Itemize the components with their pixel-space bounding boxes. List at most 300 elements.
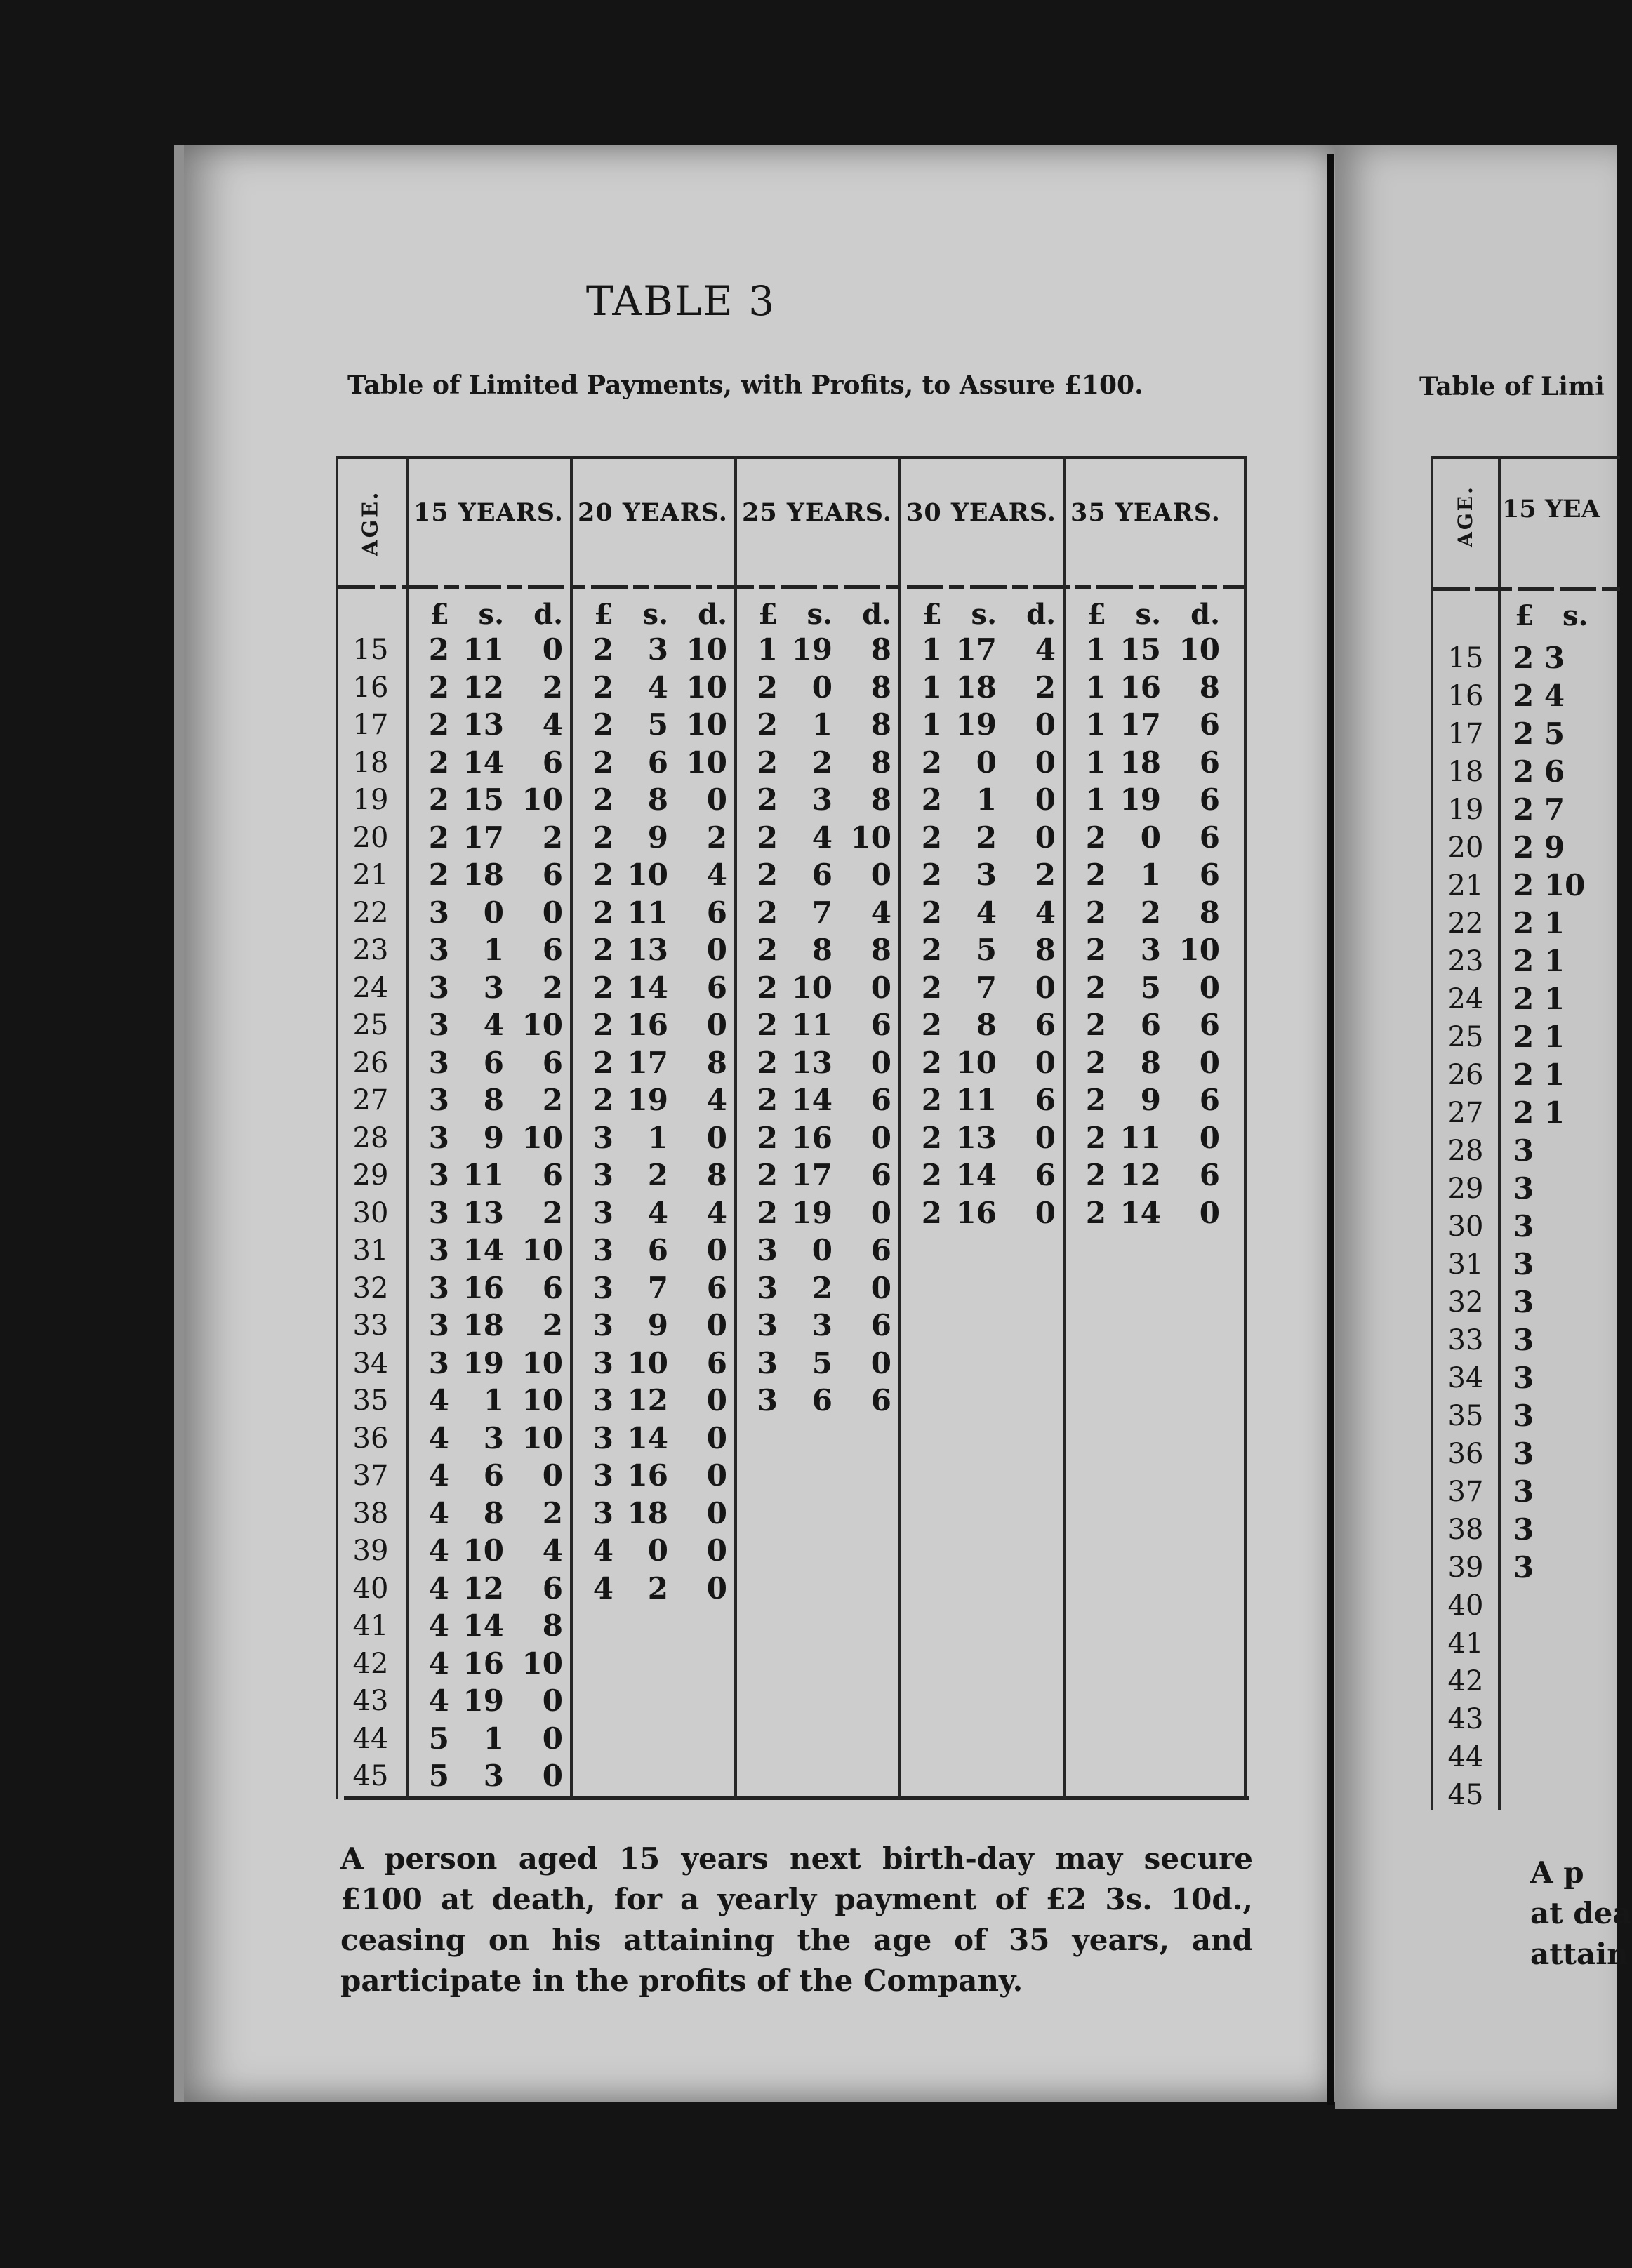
- age-cell: 15: [352, 634, 389, 666]
- age-header-label: AGE.: [358, 489, 383, 556]
- column-rule-5: [1063, 456, 1066, 1799]
- shillings-cell: 14: [627, 1420, 668, 1455]
- pence-cell: 0: [706, 1533, 727, 1568]
- right-age-cell: 21: [1447, 869, 1484, 902]
- pounds-cell: 2: [428, 820, 449, 855]
- pence-cell: 0: [1199, 970, 1220, 1005]
- pence-cell: 0: [870, 1195, 891, 1230]
- shillings-cell: 2: [1140, 895, 1161, 930]
- shillings-cell: 14: [463, 745, 504, 780]
- pounds-cell: 2: [1085, 1045, 1106, 1080]
- pence-cell: 0: [542, 895, 563, 930]
- shillings-cell: 14: [627, 970, 668, 1005]
- pounds-cell: 2: [1085, 933, 1106, 967]
- shillings-cell: 7: [976, 970, 997, 1005]
- right-age-cell: 23: [1447, 945, 1484, 978]
- unit-label: d.: [533, 598, 563, 631]
- shillings-cell: 10: [627, 1345, 668, 1380]
- age-cell: 37: [352, 1460, 389, 1492]
- pounds-cell: 4: [592, 1533, 613, 1568]
- shillings-cell: 7: [647, 1270, 668, 1305]
- shillings-cell: 7: [811, 895, 832, 930]
- right-age-header-label: AGE.: [1453, 484, 1477, 547]
- pounds-cell: 3: [757, 1345, 778, 1380]
- pence-cell: 2: [542, 1195, 563, 1230]
- right-age-cell: 34: [1447, 1362, 1484, 1394]
- pounds-cell: 3: [428, 1270, 449, 1305]
- pounds-cell: 2: [921, 1120, 942, 1155]
- shillings-cell: 8: [811, 933, 832, 967]
- shillings-cell: 13: [955, 1120, 997, 1155]
- unit-label: d.: [862, 598, 891, 631]
- pounds-cell: 2: [1085, 1120, 1106, 1155]
- right-age-cell: 24: [1447, 983, 1484, 1015]
- column-header-3: 25 YEARS.: [741, 498, 892, 527]
- right-partial-table: [1431, 456, 1620, 1810]
- pounds-cell: 3: [757, 1270, 778, 1305]
- right-partial-cell: 2 1: [1513, 1095, 1565, 1130]
- pence-cell: 6: [1199, 858, 1220, 892]
- right-partial-cell: 2 1: [1513, 906, 1565, 940]
- pounds-cell: 4: [428, 1420, 449, 1455]
- age-cell: 40: [352, 1572, 389, 1605]
- pounds-cell: 2: [592, 632, 613, 667]
- pounds-cell: 4: [428, 1608, 449, 1643]
- shillings-cell: 4: [483, 1008, 504, 1042]
- pence-cell: 6: [1199, 782, 1220, 817]
- shillings-cell: 18: [627, 1495, 668, 1530]
- shillings-cell: 9: [1140, 1083, 1161, 1117]
- pounds-cell: 2: [921, 1045, 942, 1080]
- shillings-cell: 5: [811, 1345, 832, 1380]
- pence-cell: 0: [1199, 1120, 1220, 1155]
- shillings-cell: 10: [463, 1533, 504, 1568]
- right-age-cell: 29: [1447, 1173, 1484, 1205]
- shillings-cell: 3: [647, 632, 668, 667]
- pence-cell: 0: [870, 1045, 891, 1080]
- shillings-cell: 1: [483, 1383, 504, 1418]
- pounds-cell: 2: [921, 895, 942, 930]
- shillings-cell: 8: [647, 782, 668, 817]
- shillings-cell: 14: [463, 1608, 504, 1643]
- shillings-cell: 15: [463, 782, 504, 817]
- shillings-cell: 19: [791, 632, 832, 667]
- pence-cell: 4: [706, 858, 727, 892]
- age-cell: 36: [352, 1422, 389, 1455]
- pence-cell: 6: [542, 1158, 563, 1192]
- pence-cell: 0: [870, 970, 891, 1005]
- pence-cell: 0: [870, 1270, 891, 1305]
- pounds-cell: 2: [921, 1158, 942, 1192]
- shillings-cell: 17: [627, 1045, 668, 1080]
- shillings-cell: 8: [1140, 1045, 1161, 1080]
- right-age-cell: 41: [1447, 1627, 1484, 1660]
- right-partial-cell: 2 10: [1513, 868, 1586, 902]
- pounds-cell: 4: [428, 1458, 449, 1493]
- column-rule-4: [898, 456, 901, 1799]
- pounds-cell: 3: [428, 1045, 449, 1080]
- pence-cell: 8: [870, 632, 891, 667]
- shillings-cell: 3: [811, 1308, 832, 1342]
- pence-cell: 8: [1035, 933, 1056, 967]
- pence-cell: 0: [706, 1008, 727, 1042]
- pence-cell: 10: [522, 1646, 563, 1681]
- pounds-cell: 3: [592, 1383, 613, 1418]
- column-header-2: 20 YEARS.: [577, 498, 728, 527]
- shillings-cell: 2: [647, 1570, 668, 1606]
- pence-cell: 6: [1199, 820, 1220, 855]
- pence-cell: 6: [706, 1270, 727, 1305]
- pence-cell: 0: [1035, 820, 1056, 855]
- pounds-cell: 2: [592, 669, 613, 705]
- pounds-cell: 2: [757, 1008, 778, 1042]
- pounds-cell: 2: [757, 1083, 778, 1117]
- shillings-cell: 13: [463, 707, 504, 742]
- pounds-cell: 2: [1085, 1158, 1106, 1192]
- right-age-cell: 28: [1447, 1135, 1484, 1167]
- shillings-cell: 10: [627, 858, 668, 892]
- shillings-cell: 18: [463, 1308, 504, 1342]
- shillings-cell: 1: [811, 707, 832, 742]
- shillings-cell: 12: [1120, 1158, 1161, 1192]
- right-column-rule-1: [1498, 456, 1501, 1810]
- pence-cell: 10: [850, 820, 891, 855]
- shillings-cell: 1: [976, 782, 997, 817]
- shillings-cell: 14: [463, 1233, 504, 1267]
- pounds-cell: 2: [592, 1008, 613, 1042]
- pence-cell: 10: [522, 782, 563, 817]
- pounds-cell: 1: [1085, 782, 1106, 817]
- pence-cell: 2: [542, 1083, 563, 1117]
- pence-cell: 2: [1035, 858, 1056, 892]
- age-cell: 21: [352, 859, 389, 891]
- shillings-cell: 1: [483, 933, 504, 967]
- right-partial-cell: 2 1: [1513, 1058, 1565, 1092]
- pounds-cell: 3: [592, 1233, 613, 1267]
- pence-cell: 2: [1035, 669, 1056, 705]
- right-age-cell: 42: [1447, 1665, 1484, 1697]
- right-age-cell: 39: [1447, 1552, 1484, 1584]
- right-partial-cell: 3: [1513, 1399, 1534, 1433]
- pounds-cell: 2: [757, 970, 778, 1005]
- unit-label: s.: [807, 598, 832, 631]
- pence-cell: 10: [1179, 632, 1220, 667]
- unit-label: s.: [1135, 598, 1161, 631]
- pence-cell: 4: [706, 1195, 727, 1230]
- age-cell: 27: [352, 1084, 389, 1116]
- shillings-cell: 0: [1140, 820, 1161, 855]
- right-unit-label: s.: [1563, 599, 1588, 632]
- pounds-cell: 2: [1085, 970, 1106, 1005]
- shillings-cell: 1: [1140, 858, 1161, 892]
- pounds-cell: 3: [592, 1158, 613, 1192]
- right-partial-cell: 2 3: [1513, 641, 1565, 675]
- shillings-cell: 18: [463, 858, 504, 892]
- right-partial-cell: 2 5: [1513, 716, 1565, 751]
- shillings-cell: 0: [976, 745, 997, 780]
- right-age-cell: 32: [1447, 1286, 1484, 1319]
- pence-cell: 10: [522, 1233, 563, 1267]
- right-partial-cell: 2 1: [1513, 982, 1565, 1016]
- pounds-cell: 2: [1085, 820, 1106, 855]
- pence-cell: 0: [706, 1458, 727, 1493]
- pence-cell: 4: [1035, 632, 1056, 667]
- page-title: TABLE 3: [585, 277, 776, 325]
- limited-payments-table: [336, 456, 1247, 1799]
- shillings-cell: 0: [647, 1533, 668, 1568]
- pence-cell: 6: [870, 1008, 891, 1042]
- right-page-subtitle: Table of Limi: [1419, 372, 1605, 401]
- pounds-cell: 3: [428, 1008, 449, 1042]
- pounds-cell: 3: [592, 1345, 613, 1380]
- right-partial-cell: 3: [1513, 1474, 1534, 1509]
- right-column-header: 15 YEA: [1502, 495, 1600, 523]
- shillings-cell: 14: [791, 1083, 832, 1117]
- pounds-cell: 2: [1085, 895, 1106, 930]
- age-cell: 16: [352, 671, 389, 704]
- age-cell: 43: [352, 1685, 389, 1717]
- right-age-cell: 30: [1447, 1210, 1484, 1243]
- shillings-cell: 17: [1120, 707, 1161, 742]
- pence-cell: 0: [1199, 1195, 1220, 1230]
- unit-label: £: [1087, 598, 1106, 631]
- shillings-cell: 2: [647, 1158, 668, 1192]
- pounds-cell: 2: [921, 933, 942, 967]
- pounds-cell: 2: [757, 895, 778, 930]
- pence-cell: 10: [1179, 933, 1220, 967]
- right-age-cell: 44: [1447, 1741, 1484, 1773]
- pence-cell: 4: [542, 707, 563, 742]
- shillings-cell: 12: [463, 669, 504, 705]
- shillings-cell: 16: [463, 1270, 504, 1305]
- shillings-cell: 0: [811, 669, 832, 705]
- pence-cell: 8: [870, 669, 891, 705]
- pence-cell: 0: [542, 1721, 563, 1756]
- column-header-5: 35 YEARS.: [1070, 498, 1221, 527]
- shillings-cell: 0: [811, 1233, 832, 1267]
- right-age-cell: 43: [1447, 1703, 1484, 1735]
- shillings-cell: 17: [463, 820, 504, 855]
- column-header-4: 30 YEARS.: [905, 498, 1056, 527]
- pounds-cell: 3: [757, 1383, 778, 1418]
- pence-cell: 6: [1035, 1008, 1056, 1042]
- pounds-cell: 5: [428, 1721, 449, 1756]
- pounds-cell: 2: [921, 820, 942, 855]
- shillings-cell: 3: [976, 858, 997, 892]
- right-footnote-line: at dea: [1530, 1896, 1632, 1930]
- shillings-cell: 19: [955, 707, 997, 742]
- pence-cell: 2: [706, 820, 727, 855]
- pence-cell: 6: [870, 1158, 891, 1192]
- age-cell: 41: [352, 1610, 389, 1642]
- pounds-cell: 2: [428, 707, 449, 742]
- pounds-cell: 2: [921, 745, 942, 780]
- shillings-cell: 18: [1120, 745, 1161, 780]
- pounds-cell: 2: [921, 1008, 942, 1042]
- pence-cell: 0: [1035, 707, 1056, 742]
- shillings-cell: 8: [483, 1083, 504, 1117]
- right-partial-cell: 3: [1513, 1285, 1534, 1319]
- shillings-cell: 5: [647, 707, 668, 742]
- pounds-cell: 2: [757, 707, 778, 742]
- shillings-cell: 16: [955, 1195, 997, 1230]
- age-cell: 45: [352, 1760, 389, 1792]
- pounds-cell: 2: [757, 782, 778, 817]
- right-partial-cell: 2 9: [1513, 830, 1565, 865]
- pence-cell: 2: [542, 970, 563, 1005]
- age-cell: 24: [352, 971, 389, 1004]
- pence-cell: 6: [1199, 745, 1220, 780]
- table-bottom-rule: [344, 1796, 1249, 1800]
- pence-cell: 8: [1199, 669, 1220, 705]
- shillings-cell: 1: [483, 1721, 504, 1756]
- pounds-cell: 3: [757, 1233, 778, 1267]
- shillings-cell: 4: [976, 895, 997, 930]
- pence-cell: 4: [706, 1083, 727, 1117]
- pence-cell: 10: [686, 669, 727, 705]
- pounds-cell: 2: [592, 895, 613, 930]
- pounds-cell: 4: [592, 1570, 613, 1606]
- header-rule: [338, 585, 1244, 589]
- shillings-cell: 19: [463, 1683, 504, 1718]
- pounds-cell: 2: [592, 970, 613, 1005]
- shillings-cell: 3: [483, 1759, 504, 1793]
- shillings-cell: 13: [463, 1195, 504, 1230]
- right-column-rule-0: [1431, 456, 1433, 1810]
- age-cell: 30: [352, 1196, 389, 1229]
- pence-cell: 4: [870, 895, 891, 930]
- right-partial-cell: 3: [1513, 1247, 1534, 1281]
- pounds-cell: 3: [428, 933, 449, 967]
- shillings-cell: 17: [955, 632, 997, 667]
- shillings-cell: 9: [647, 1308, 668, 1342]
- pence-cell: 0: [1035, 1195, 1056, 1230]
- pounds-cell: 2: [592, 1083, 613, 1117]
- pence-cell: 8: [542, 1608, 563, 1643]
- pounds-cell: 2: [1085, 1195, 1106, 1230]
- pence-cell: 6: [870, 1308, 891, 1342]
- shillings-cell: 16: [791, 1120, 832, 1155]
- pence-cell: 0: [870, 1345, 891, 1380]
- shillings-cell: 12: [627, 1383, 668, 1418]
- pounds-cell: 2: [1085, 1083, 1106, 1117]
- age-cell: 23: [352, 934, 389, 966]
- pence-cell: 0: [706, 1233, 727, 1267]
- pounds-cell: 2: [757, 858, 778, 892]
- pounds-cell: 4: [428, 1533, 449, 1568]
- age-cell: 35: [352, 1385, 389, 1417]
- pounds-cell: 2: [592, 782, 613, 817]
- pounds-cell: 3: [428, 1120, 449, 1155]
- pounds-cell: 2: [757, 1120, 778, 1155]
- pence-cell: 2: [542, 669, 563, 705]
- shillings-cell: 2: [811, 1270, 832, 1305]
- right-age-cell: 35: [1447, 1400, 1484, 1432]
- pounds-cell: 3: [592, 1270, 613, 1305]
- right-age-cell: 37: [1447, 1476, 1484, 1508]
- pounds-cell: 2: [921, 782, 942, 817]
- pounds-cell: 5: [428, 1759, 449, 1793]
- shillings-cell: 18: [955, 669, 997, 705]
- right-footnote: [1530, 1853, 1632, 1975]
- pounds-cell: 2: [757, 933, 778, 967]
- pounds-cell: 1: [921, 632, 942, 667]
- pounds-cell: 2: [592, 820, 613, 855]
- age-cell: 42: [352, 1647, 389, 1680]
- pounds-cell: 4: [428, 1646, 449, 1681]
- age-cell: 18: [352, 746, 389, 779]
- shillings-cell: 11: [627, 895, 668, 930]
- right-footnote-line: attain: [1530, 1937, 1628, 1971]
- unit-label: £: [594, 598, 613, 631]
- age-cell: 22: [352, 896, 389, 929]
- pence-cell: 4: [1035, 895, 1056, 930]
- pence-cell: 0: [870, 1120, 891, 1155]
- right-partial-cell: 3: [1513, 1512, 1534, 1547]
- shillings-cell: 6: [647, 745, 668, 780]
- pence-cell: 0: [1035, 1045, 1056, 1080]
- pence-cell: 8: [706, 1158, 727, 1192]
- age-cell: 38: [352, 1497, 389, 1530]
- pence-cell: 6: [542, 1570, 563, 1606]
- right-age-cell: 38: [1447, 1514, 1484, 1546]
- pounds-cell: 1: [757, 632, 778, 667]
- pounds-cell: 3: [592, 1495, 613, 1530]
- pounds-cell: 2: [592, 745, 613, 780]
- footnote: A person aged 15 years next birth-day may secure £100 at death, for a yearly payment of £2 3s. 10d., ceasing on his attaining the age of 35 years, and participate in the profits of the Company.: [340, 1841, 1253, 1998]
- pounds-cell: 4: [428, 1495, 449, 1530]
- pence-cell: 0: [706, 1120, 727, 1155]
- shillings-cell: 19: [1120, 782, 1161, 817]
- pence-cell: 6: [870, 1083, 891, 1117]
- shillings-cell: 5: [976, 933, 997, 967]
- shillings-cell: 6: [647, 1233, 668, 1267]
- pounds-cell: 3: [592, 1195, 613, 1230]
- pence-cell: 0: [706, 1383, 727, 1418]
- book-spine: [1327, 154, 1334, 2105]
- right-partial-cell: 2 1: [1513, 944, 1565, 978]
- right-partial-cell: 3: [1513, 1323, 1534, 1357]
- pounds-cell: 2: [592, 707, 613, 742]
- pounds-cell: 3: [592, 1458, 613, 1493]
- age-cell: 39: [352, 1535, 389, 1567]
- pence-cell: 10: [522, 1383, 563, 1418]
- pence-cell: 2: [542, 820, 563, 855]
- pounds-cell: 1: [921, 669, 942, 705]
- pounds-cell: 3: [757, 1308, 778, 1342]
- pence-cell: 4: [542, 1533, 563, 1568]
- pence-cell: 0: [1199, 1045, 1220, 1080]
- pence-cell: 6: [870, 1383, 891, 1418]
- pounds-cell: 2: [757, 1158, 778, 1192]
- unit-label: d.: [698, 598, 727, 631]
- pence-cell: 0: [542, 1759, 563, 1793]
- pounds-cell: 2: [428, 858, 449, 892]
- age-cell: 33: [352, 1309, 389, 1342]
- pence-cell: 6: [542, 858, 563, 892]
- pence-cell: 10: [686, 632, 727, 667]
- pounds-cell: 3: [428, 1233, 449, 1267]
- pence-cell: 10: [522, 1420, 563, 1455]
- age-cell: 44: [352, 1722, 389, 1755]
- age-cell: 31: [352, 1234, 389, 1267]
- shillings-cell: 15: [1120, 632, 1161, 667]
- column-rule-2: [570, 456, 573, 1799]
- shillings-cell: 14: [1120, 1195, 1161, 1230]
- pounds-cell: 3: [592, 1308, 613, 1342]
- pence-cell: 10: [522, 1345, 563, 1380]
- table-subtitle: Table of Limited Payments, with Profits, to Assure £100.: [347, 371, 1143, 400]
